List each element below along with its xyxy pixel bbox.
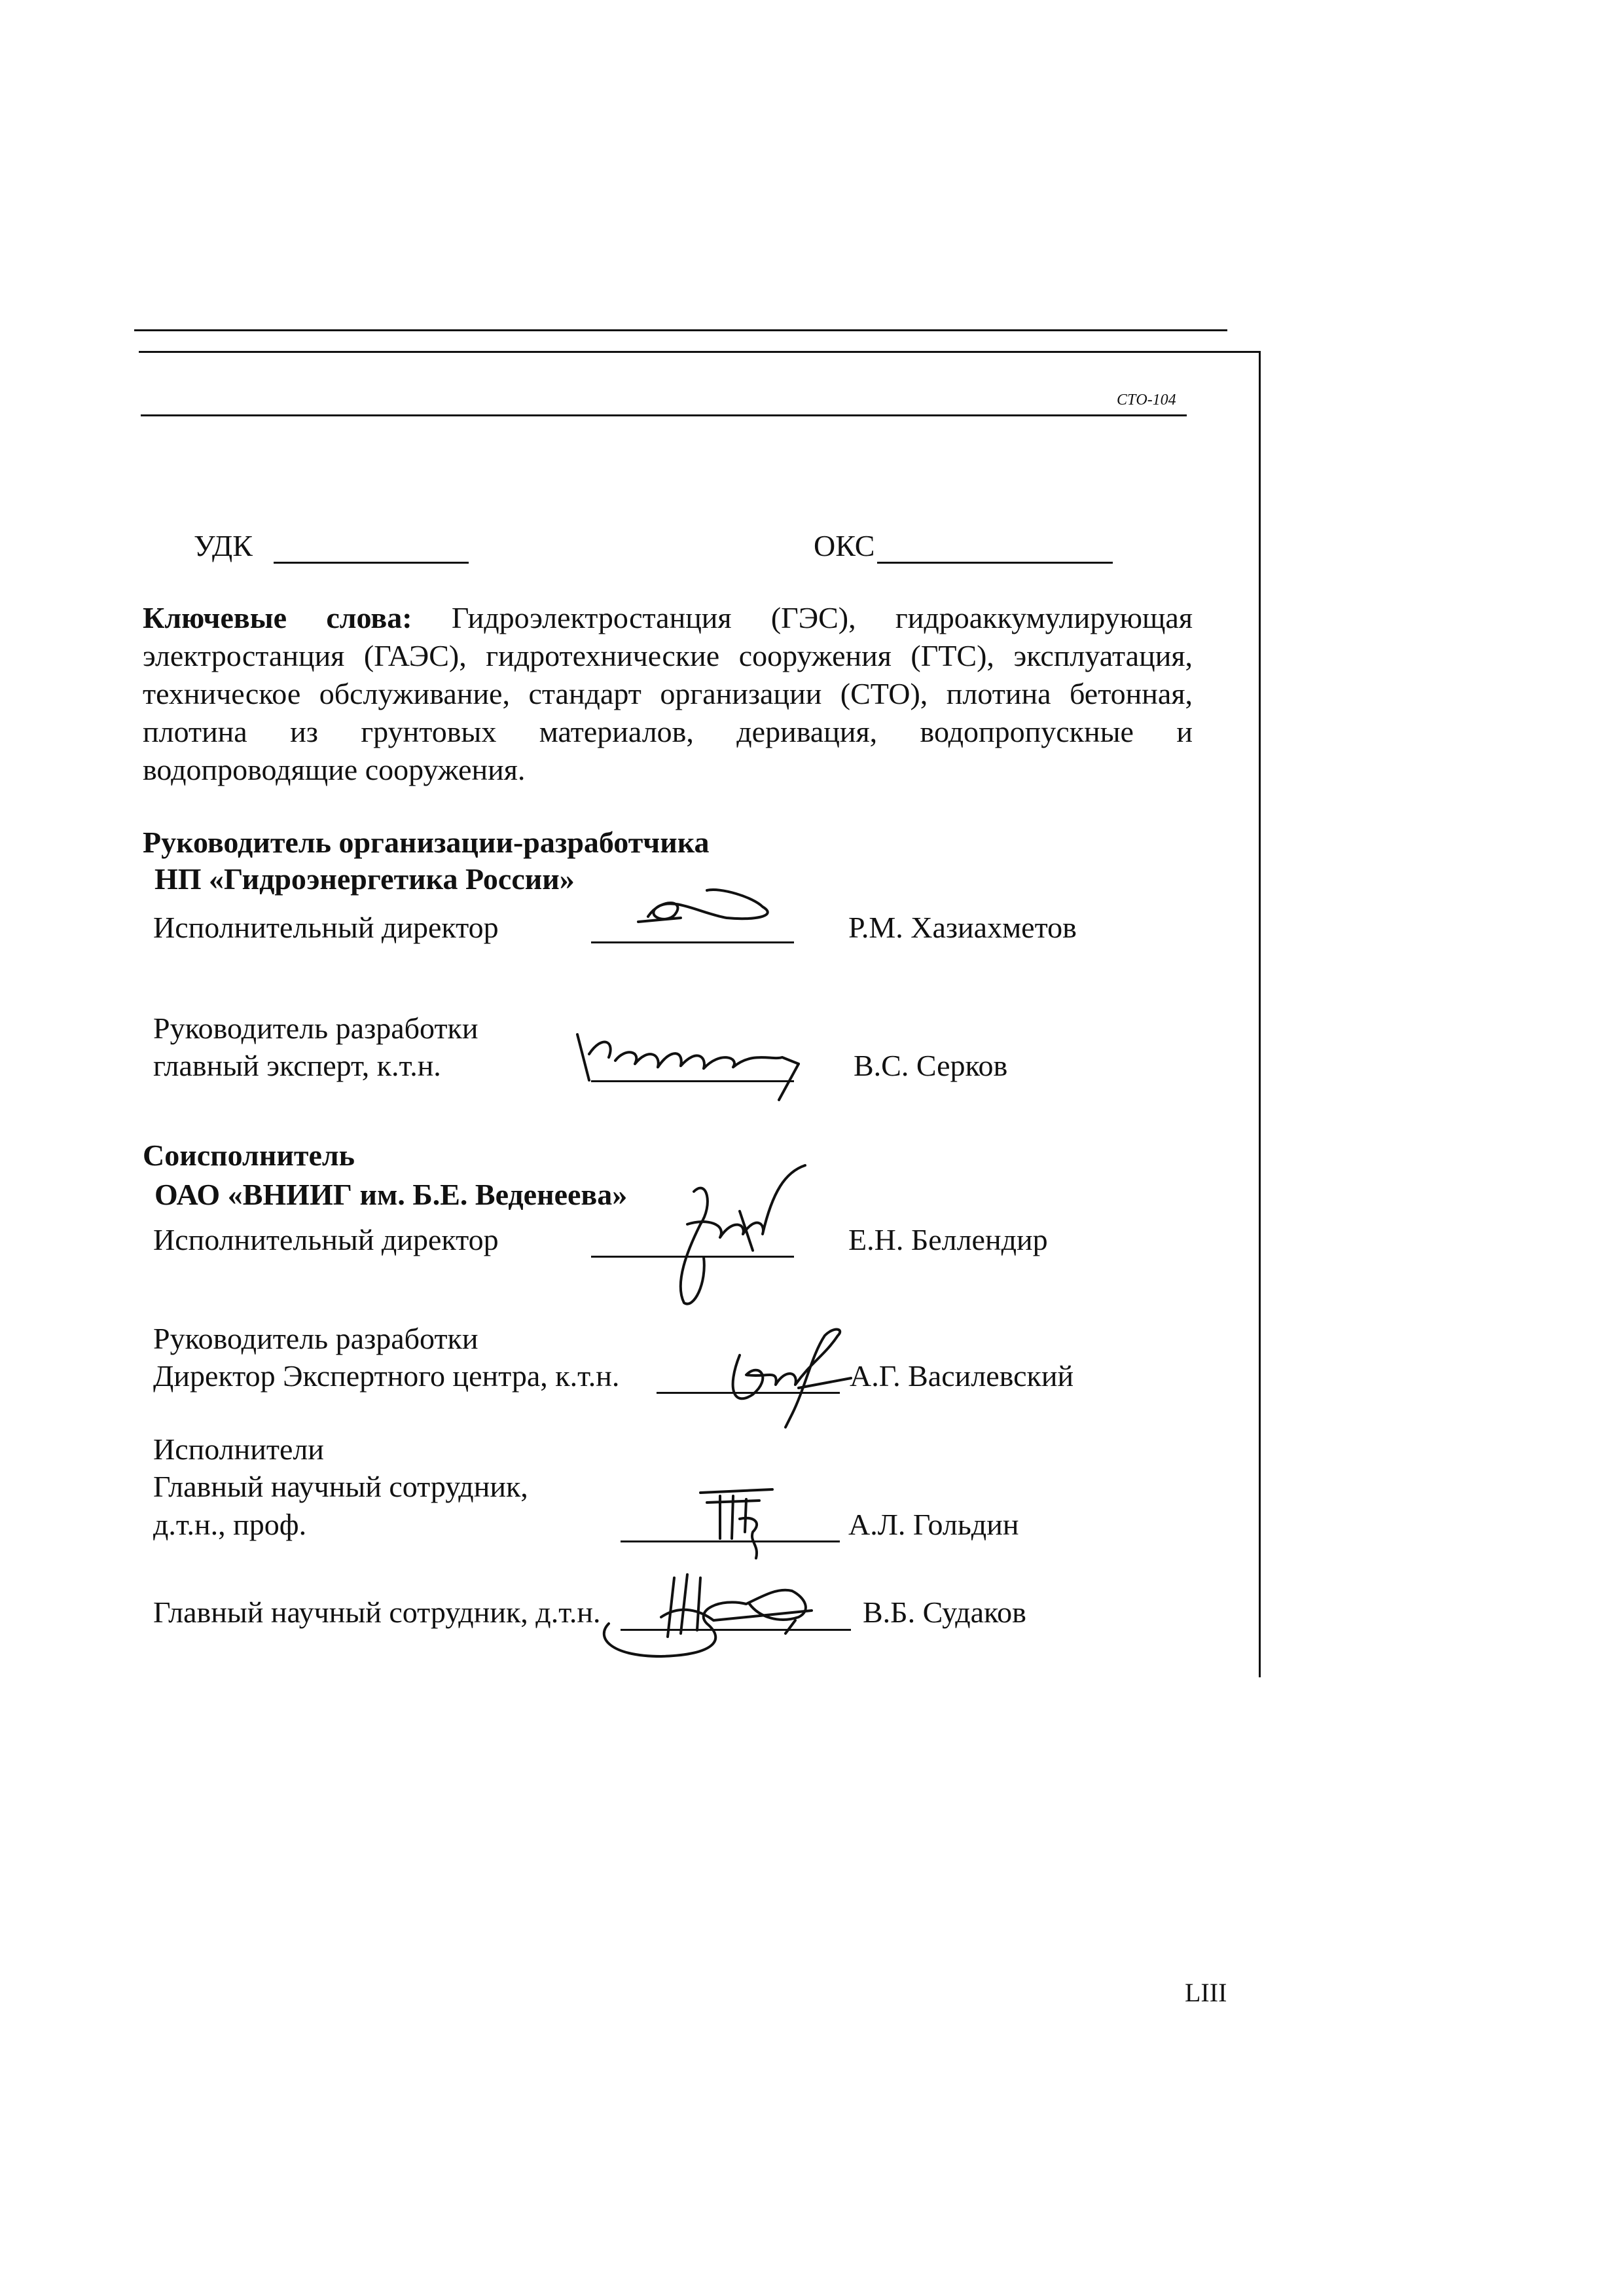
signatory-name: В.С. Серков [854, 1049, 1008, 1082]
signatory-role: Исполнительный директор [153, 911, 499, 944]
signatory-role-line2: Директор Экспертного центра, к.т.н. [153, 1359, 620, 1393]
header-rule [141, 414, 1187, 416]
signatory-role-line1: Руководитель разработки [153, 1322, 478, 1355]
executors-heading: Исполнители [153, 1432, 324, 1466]
handwritten-signature-icon [628, 877, 799, 943]
handwritten-signature-icon [687, 1480, 792, 1571]
developer-org: НП «Гидроэнергетика России» [154, 862, 575, 896]
signatory-role-line2: главный эксперт, к.т.н. [153, 1049, 441, 1082]
page-number: LIII [1185, 1978, 1227, 2007]
keywords-text: Гидроэлектростанция (ГЭС), гидроаккумулирующая электростанция (ГАЭС), гидротехнические сооружения (ГТС), эксплуатация, техническое обслуживание, стандарт организации (СТО), плотина бетонная, плотина из грунтовых материалов, деривация, водопропускные и водопроводящие сооружения. [143, 601, 1193, 786]
signatory-name: В.Б. Судаков [863, 1595, 1026, 1629]
signatory-name: Е.Н. Беллендир [848, 1223, 1048, 1256]
frame-right-edge [1259, 351, 1261, 1677]
signatory-role-line1: Главный научный сотрудник, [153, 1470, 528, 1503]
coexecutor-org: ОАО «ВНИИГ им. Б.Е. Веденеева» [154, 1178, 628, 1211]
handwritten-signature-icon [713, 1316, 864, 1434]
top-rule [134, 329, 1227, 331]
signatory-role: Главный научный сотрудник, д.т.н. [153, 1595, 601, 1629]
keywords-label: Ключевые слова: [143, 601, 412, 634]
signatory-name: А.Л. Гольдин [848, 1508, 1019, 1541]
ocs-value-line [877, 562, 1113, 564]
handwritten-signature-icon [563, 1021, 818, 1113]
handwritten-signature-icon [655, 1152, 825, 1316]
signatory-name: А.Г. Василевский [850, 1359, 1074, 1393]
udc-label: УДК [194, 529, 253, 562]
keywords-paragraph [143, 599, 1193, 789]
signatory-role-line2: д.т.н., проф. [153, 1508, 307, 1541]
developer-heading: Руководитель организации-разработчика [143, 826, 710, 859]
signatory-role: Исполнительный директор [153, 1223, 499, 1256]
coexecutor-heading: Соисполнитель [143, 1139, 355, 1172]
doc-code: СТО-104 [1117, 392, 1176, 409]
ocs-label: ОКС [814, 529, 875, 562]
signatory-role-line1: Руководитель разработки [153, 1011, 478, 1045]
signatory-name: Р.М. Хазиахметов [848, 911, 1077, 944]
udc-value-line [274, 562, 469, 564]
handwritten-signature-icon [569, 1558, 844, 1676]
frame-top-edge [139, 351, 1261, 353]
